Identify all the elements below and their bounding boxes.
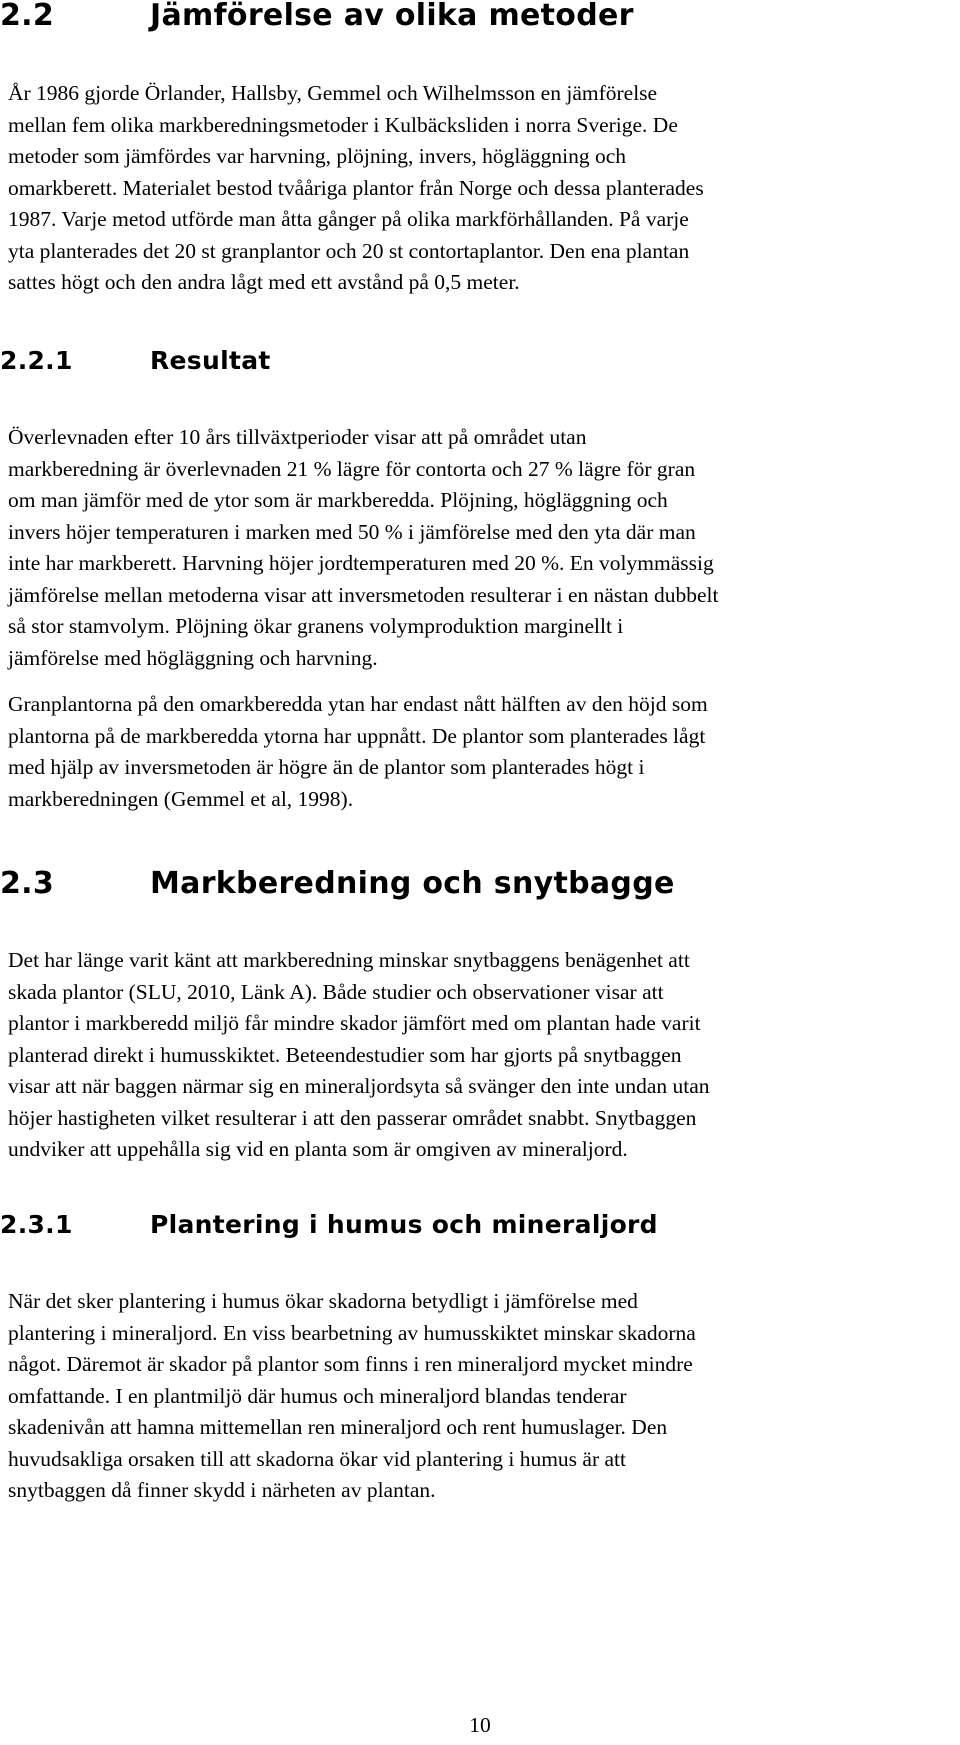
text-line: höjer hastigheten vilket resulterar i att den passerar området snabbt. Snytbaggen [8,1105,697,1130]
heading-title: Plantering i humus och mineraljord [150,1210,658,1239]
text-line: sattes högt och den andra lågt med ett avstånd på 0,5 meter. [8,270,520,294]
text-line: markberedningen (Gemmel et al, 1998). [8,786,354,811]
text-line: 1987. Varje metod utförde man åtta gånger på olika markförhållanden. På varje [8,207,689,231]
text-line: invers höjer temperaturen i marken med 50 % i jämförelse med den yta där man [8,519,696,544]
text-line: Det har länge varit känt att markberedning minskar snytbaggens benägenhet att [8,948,690,972]
text-line: planterad direkt i humusskiktet. Beteendestudier som har gjorts på snytbaggen [8,1042,682,1067]
page-number: 10 [469,1713,491,1737]
text-line: jämförelse mellan metoderna visar att inversmetoden resulterar i en nästan dubbelt [8,582,719,607]
text-line: visar att när baggen närmar sig en mineraljordsyta så svänger den inte undan utan [8,1074,710,1098]
text-line: jämförelse med högläggning och harvning. [8,645,378,670]
heading-title: Resultat [150,346,271,375]
text-line: om man jämför med de ytor som är markberedda. Plöjning, högläggning och [8,488,668,512]
text-line: När det sker plantering i humus ökar skadorna betydligt i jämförelse med [8,1289,638,1313]
paragraph-results-1 [8,422,953,674]
text-line: plantor i markberedd miljö får mindre skador jämfört med om plantan hade varit [8,1011,701,1035]
text-line: något. Däremot är skador på plantor som finns i ren mineraljord mycket mindre [8,1352,693,1376]
paragraph-comparison [8,78,953,299]
paragraph-results-2 [8,689,953,815]
text-line: plantering i mineraljord. En viss bearbetning av humusskiktet minskar skadorna [8,1320,696,1345]
text-line: inte har markberett. Harvning höjer jordtemperaturen med 20 %. En volymmässig [8,551,714,575]
text-line: omarkberett. Materialet bestod tvååriga plantor från Norge och dessa planterades [8,175,704,200]
text-line: så stor stamvolym. Plöjning ökar granens volymproduktion marginellt i [8,614,624,638]
text-line: huvudsakliga orsaken till att skadorna ökar vid plantering i humus är att [8,1446,626,1471]
text-line: undviker att uppehålla sig vid en planta som är omgiven av mineraljord. [8,1137,628,1161]
text-line: med hjälp av inversmetoden är högre än de plantor som planterades högt i [8,755,645,779]
text-line: snytbaggen då finner skydd i närheten av plantan. [8,1478,436,1502]
text-line: Överlevnaden efter 10 års tillväxtperioder visar att på området utan [8,425,587,449]
heading-number: 2.3.1 [0,1210,73,1239]
paragraph-planting [8,1286,953,1507]
heading-number: 2.2 [0,0,55,33]
heading-2-2 [0,0,634,33]
text-line: omfattande. I en plantmiljö där humus och mineraljord blandas tenderar [8,1383,627,1408]
text-line: yta planterades det 20 st granplantor och 20 st contortaplantor. Den ena plantan [8,238,690,263]
text-line: mellan fem olika markberedningsmetoder i Kulbäcksliden i norra Sverige. De [8,112,678,137]
heading-number: 2.2.1 [0,346,73,375]
text-line: Granplantorna på den omarkberedda ytan har endast nått hälften av den höjd som [8,692,708,716]
paragraph-weevil [8,945,953,1166]
heading-2-3 [0,866,675,901]
text-line: År 1986 gjorde Örlander, Hallsby, Gemmel och Wilhelmsson en jämförelse [8,81,658,105]
heading-2-2-1 [0,346,271,375]
heading-number: 2.3 [0,866,55,901]
heading-title: Markberedning och snytbagge [150,866,675,901]
text-line: skada plantor (SLU, 2010, Länk A). Både studier och observationer visar att [8,979,664,1004]
text-line: metoder som jämfördes var harvning, plöjning, invers, högläggning och [8,144,626,168]
heading-title: Jämförelse av olika metoder [150,0,634,33]
text-line: skadenivån att hamna mittemellan ren mineraljord och rent humuslager. Den [8,1415,668,1439]
heading-2-3-1 [0,1210,658,1239]
text-line: plantorna på de markberedda ytorna har uppnått. De plantor som planterades lågt [8,723,706,748]
text-line: markberedning är överlevnaden 21 % lägre för contorta och 27 % lägre för gran [8,456,696,481]
